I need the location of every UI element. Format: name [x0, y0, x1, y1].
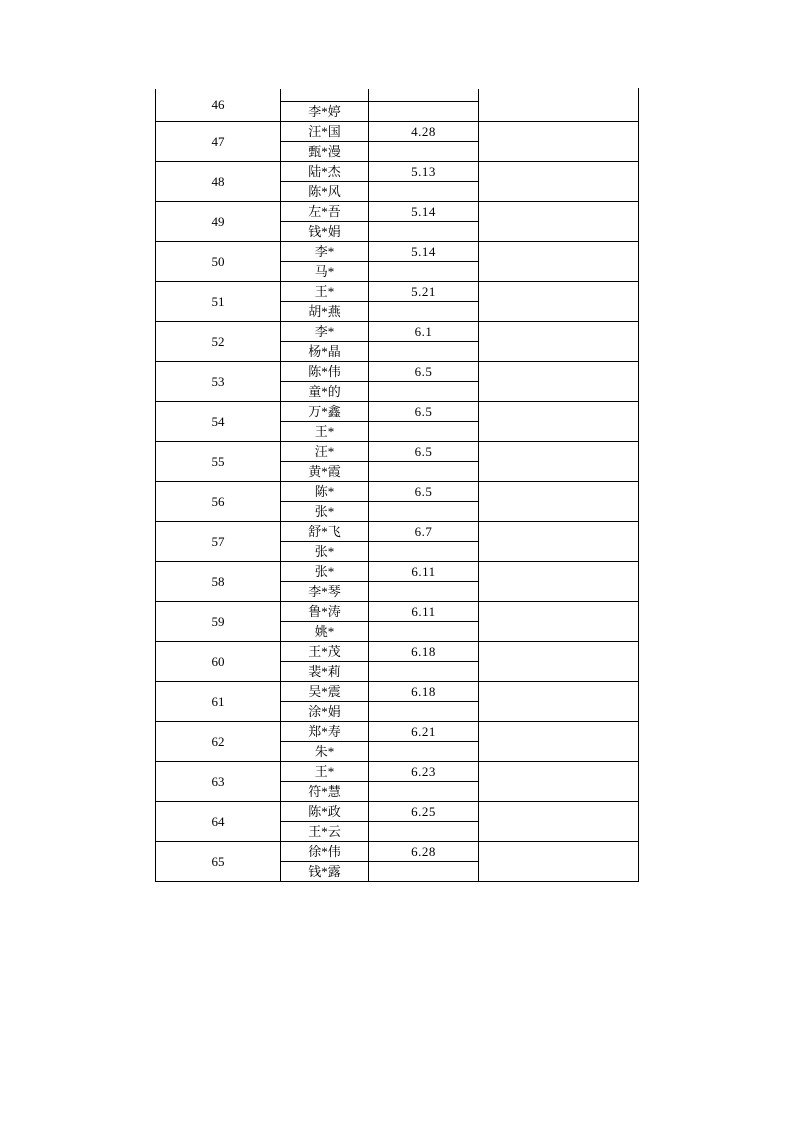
- table-row: [156, 522, 639, 542]
- cell-date-continuation: [369, 542, 479, 562]
- cell-name: 符*慧: [281, 782, 369, 802]
- cell-date: 4.28: [369, 122, 479, 142]
- cell-date: 6.25: [369, 802, 479, 822]
- cell-date: 5.14: [369, 202, 479, 222]
- cell-note: [479, 642, 639, 682]
- cell-sequence: 57: [156, 522, 281, 562]
- cell-name: 王*: [281, 762, 369, 782]
- cell-note: [479, 242, 639, 282]
- cell-name: 陈*政: [281, 802, 369, 822]
- table-row: [156, 122, 639, 142]
- cell-date-continuation: [369, 342, 479, 362]
- cell-name: 钱*露: [281, 862, 369, 882]
- cell-name: 张*: [281, 502, 369, 522]
- cell-date: 6.23: [369, 762, 479, 782]
- table-row: [156, 562, 639, 582]
- cell-date: 6.7: [369, 522, 479, 542]
- cell-sequence: 63: [156, 762, 281, 802]
- cell-note: [479, 89, 639, 122]
- cell-note: [479, 282, 639, 322]
- cell-name: 王*云: [281, 822, 369, 842]
- cell-name: 左*吾: [281, 202, 369, 222]
- cell-name: 李*: [281, 322, 369, 342]
- cell-sequence: 58: [156, 562, 281, 602]
- cell-name: 童*的: [281, 382, 369, 402]
- table-row: [156, 89, 639, 102]
- cell-date-continuation: [369, 462, 479, 482]
- cell-sequence: 54: [156, 402, 281, 442]
- top-clip-mask: [155, 80, 638, 89]
- table-row: [156, 642, 639, 662]
- cell-sequence: 61: [156, 682, 281, 722]
- cell-note: [479, 402, 639, 442]
- cell-note: [479, 362, 639, 402]
- cell-sequence: 52: [156, 322, 281, 362]
- cell-date: 5.21: [369, 282, 479, 302]
- cell-sequence: 59: [156, 602, 281, 642]
- cell-sequence: 46: [156, 89, 281, 122]
- table-row: [156, 202, 639, 222]
- table-row: [156, 282, 639, 302]
- cell-sequence: 65: [156, 842, 281, 882]
- cell-note: [479, 482, 639, 522]
- cell-date-continuation: [369, 182, 479, 202]
- cell-date-continuation: [369, 742, 479, 762]
- cell-name: 汪*国: [281, 122, 369, 142]
- table-row: [156, 682, 639, 702]
- cell-date: 5.13: [369, 162, 479, 182]
- cell-date-continuation: [369, 582, 479, 602]
- cell-name: 姚*: [281, 622, 369, 642]
- table-row: [156, 602, 639, 622]
- cell-note: [479, 802, 639, 842]
- cell-note: [479, 762, 639, 802]
- cell-sequence: 47: [156, 122, 281, 162]
- cell-name: 陈*伟: [281, 362, 369, 382]
- cell-name: 陆*杰: [281, 162, 369, 182]
- cell-name: 张*: [281, 562, 369, 582]
- cell-sequence: 56: [156, 482, 281, 522]
- cell-date-continuation: [369, 782, 479, 802]
- roster-table-container: [155, 88, 638, 882]
- cell-date-continuation: [369, 702, 479, 722]
- cell-name: 陈*: [281, 482, 369, 502]
- cell-name: 涂*娟: [281, 702, 369, 722]
- cell-date: 6.5: [369, 442, 479, 462]
- cell-date-continuation: [369, 662, 479, 682]
- cell-date-continuation: [369, 502, 479, 522]
- cell-note: [479, 522, 639, 562]
- cell-date: [369, 89, 479, 102]
- cell-name: 马*: [281, 262, 369, 282]
- table-row: [156, 162, 639, 182]
- cell-date: 6.1: [369, 322, 479, 342]
- cell-sequence: 60: [156, 642, 281, 682]
- cell-name: 鲁*涛: [281, 602, 369, 622]
- cell-name: 裴*莉: [281, 662, 369, 682]
- cell-note: [479, 842, 639, 882]
- cell-note: [479, 442, 639, 482]
- cell-note: [479, 122, 639, 162]
- cell-name: 甄*漫: [281, 142, 369, 162]
- table-row: [156, 322, 639, 342]
- cell-name: 朱*: [281, 742, 369, 762]
- cell-date-continuation: [369, 262, 479, 282]
- cell-date: 6.11: [369, 562, 479, 582]
- cell-date-continuation: [369, 622, 479, 642]
- table-row: [156, 402, 639, 422]
- cell-name: 万*鑫: [281, 402, 369, 422]
- cell-date: 5.14: [369, 242, 479, 262]
- cell-date-continuation: [369, 102, 479, 122]
- table-row: [156, 762, 639, 782]
- cell-date: 6.5: [369, 362, 479, 382]
- cell-name: 郑*寿: [281, 722, 369, 742]
- cell-name: 徐*伟: [281, 842, 369, 862]
- roster-table-body: [156, 89, 639, 882]
- cell-name: 舒*飞: [281, 522, 369, 542]
- cell-date: 6.18: [369, 682, 479, 702]
- cell-name: 李*琴: [281, 582, 369, 602]
- cell-date-continuation: [369, 222, 479, 242]
- cell-note: [479, 682, 639, 722]
- cell-date: 6.21: [369, 722, 479, 742]
- cell-name: 陈*风: [281, 182, 369, 202]
- cell-name: [281, 89, 369, 102]
- cell-date: 6.5: [369, 402, 479, 422]
- roster-table: [155, 88, 639, 882]
- cell-note: [479, 562, 639, 602]
- cell-name: 王*: [281, 282, 369, 302]
- cell-note: [479, 162, 639, 202]
- cell-date: 6.5: [369, 482, 479, 502]
- cell-name: 钱*娟: [281, 222, 369, 242]
- table-row: [156, 802, 639, 822]
- cell-sequence: 53: [156, 362, 281, 402]
- cell-date: 6.28: [369, 842, 479, 862]
- cell-date: 6.11: [369, 602, 479, 622]
- cell-date: 6.18: [369, 642, 479, 662]
- cell-name: 吴*震: [281, 682, 369, 702]
- cell-note: [479, 322, 639, 362]
- cell-sequence: 48: [156, 162, 281, 202]
- table-row: [156, 242, 639, 262]
- cell-sequence: 62: [156, 722, 281, 762]
- cell-note: [479, 202, 639, 242]
- cell-sequence: 51: [156, 282, 281, 322]
- cell-name: 杨*晶: [281, 342, 369, 362]
- cell-sequence: 49: [156, 202, 281, 242]
- table-row: [156, 362, 639, 382]
- cell-name: 黄*霞: [281, 462, 369, 482]
- cell-name: 王*: [281, 422, 369, 442]
- cell-date-continuation: [369, 382, 479, 402]
- cell-name: 李*: [281, 242, 369, 262]
- cell-date-continuation: [369, 822, 479, 842]
- cell-note: [479, 602, 639, 642]
- cell-note: [479, 722, 639, 762]
- cell-sequence: 50: [156, 242, 281, 282]
- cell-sequence: 64: [156, 802, 281, 842]
- cell-date-continuation: [369, 142, 479, 162]
- cell-name: 王*茂: [281, 642, 369, 662]
- table-row: [156, 722, 639, 742]
- cell-name: 张*: [281, 542, 369, 562]
- cell-date-continuation: [369, 862, 479, 882]
- cell-sequence: 55: [156, 442, 281, 482]
- table-row: [156, 442, 639, 462]
- cell-name: 汪*: [281, 442, 369, 462]
- cell-date-continuation: [369, 422, 479, 442]
- table-row: [156, 842, 639, 862]
- cell-name: 李*婷: [281, 102, 369, 122]
- table-row: [156, 482, 639, 502]
- cell-name: 胡*燕: [281, 302, 369, 322]
- cell-date-continuation: [369, 302, 479, 322]
